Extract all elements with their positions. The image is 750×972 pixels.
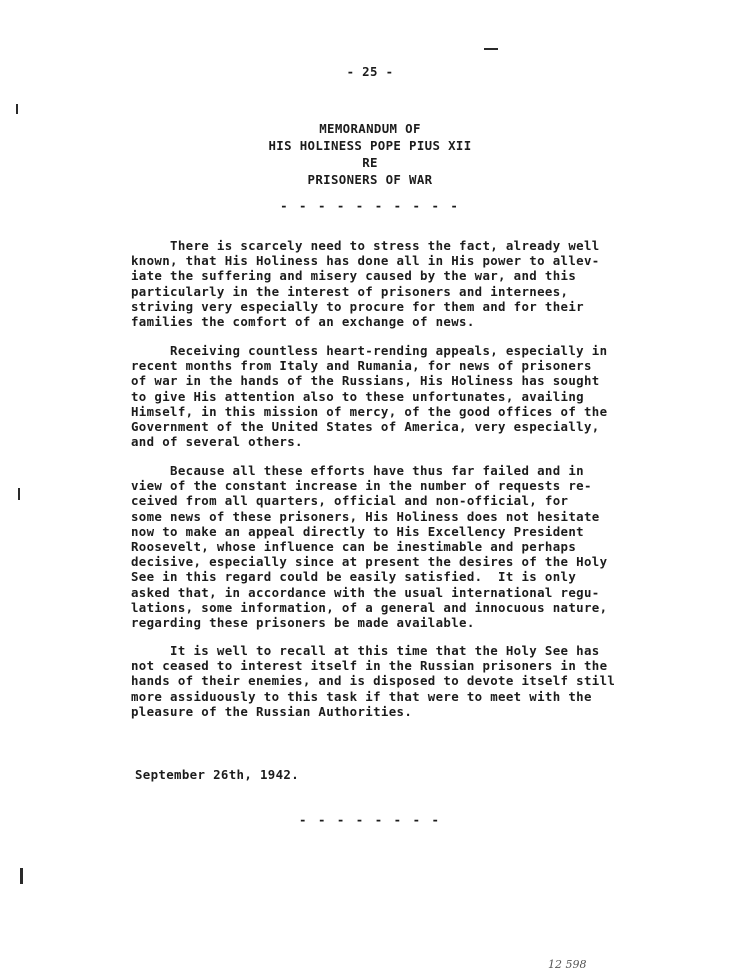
title-line: PRISONERS OF WAR [307,172,433,187]
archive-stamp: 12 598 [548,958,587,971]
paragraph-3: Because all these efforts have thus far failed and in view of the constant increase in the number of requests re- ceived from all quarters, official and non-official, for some news of these prisoners, His Holiness does not hesitate now to make an appeal directly to His Excellency President Roosevelt, whose influence can be inestimable and perhaps decisive, especially since at present the desires of the Holy See in this regard could be easily satisfied. It is only asked that, in accordance with the usual international regu- lations, some information, of a general and innocuous nature, regarding these prisoners be made available. [131,463,608,631]
divider-bottom: - - - - - - - - [299,812,441,827]
title-line: HIS HOLINESS POPE PIUS XII [268,138,472,153]
stray-mark [18,488,20,500]
date-line: September 26th, 1942. [135,767,300,782]
paragraph-2: Receiving countless heart-rending appeals, especially in recent months from Italy and Rumania, for news of prisoners of war in the hands of the Russians, His Holiness has sought to give His attention also to these unfortunates, availing Himself, in this mission of mercy, of the good offices of the Government of the United States of America, very especially, and of several others. [131,343,608,450]
stray-mark [16,104,18,114]
paragraph-4: It is well to recall at this time that the Holy See has not ceased to interest itself in the Russian prisoners in the hands of their enemies, and is disposed to devote itself still more assiduously to this task if that were to meet with the pleasure of the Russian Authorities. [131,643,616,719]
divider-top: - - - - - - - - - - [280,198,460,213]
stray-mark [484,48,498,50]
title-line: RE [362,155,378,170]
stray-mark [20,868,23,884]
page-number: - 25 - [346,64,394,79]
memorandum-title [0,120,740,188]
title-line: MEMORANDUM OF [319,121,421,136]
paragraph-1: There is scarcely need to stress the fact, already well known, that His Holiness has done all in His power to allev- iate the suffering and misery caused by the war, and this particularly in the interest of prisoners and internees, striving very especially to procure for them and for their families the comfort of an exchange of news. [131,238,600,330]
